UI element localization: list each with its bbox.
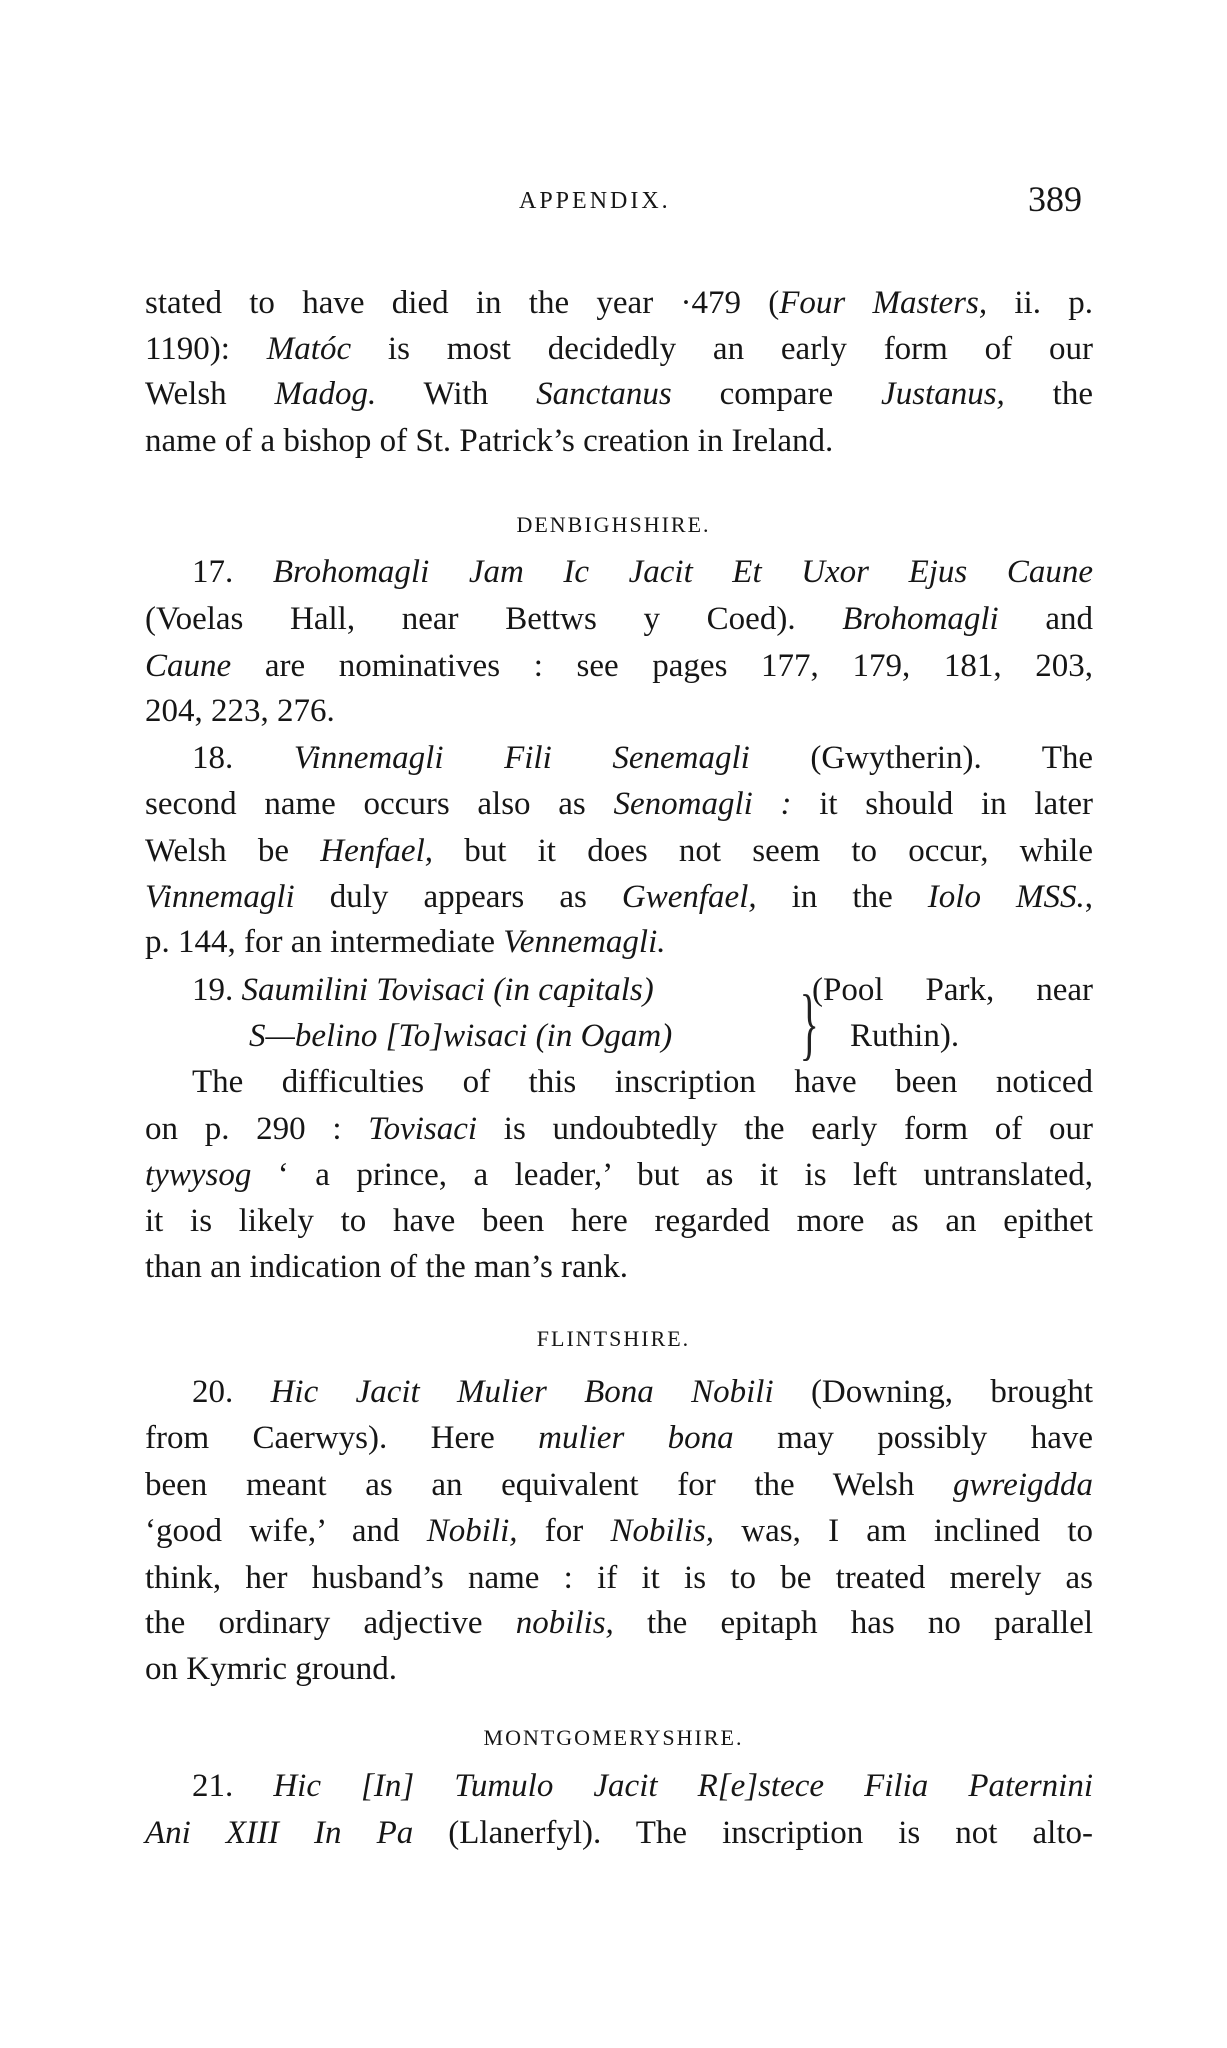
text-segment: (Gwytherin). The [749,740,1094,776]
location-line-1: (Pool Park, near [812,972,1093,1008]
text-line [145,1418,1093,1458]
italic-text: Vennemagli. [503,924,666,960]
italic-text: Matóc [266,331,352,367]
text-line [145,1247,1093,1287]
text-segment: compare [671,376,882,412]
text-segment: duly appears as [294,879,622,915]
text-segment: (Voelas Hall, near Bettws y Coed). [145,601,843,637]
text-segment: the epitaph has no parallel [613,1605,1094,1641]
text-segment: Welsh [145,376,275,412]
text-segment: it should in later [791,786,1094,822]
text-segment: p. 144, for an intermediate [145,924,504,960]
italic-text: Hic [In] Tumulo Jacit R[e]stece Filia Paternini [273,1768,1093,1804]
text-line [192,1766,1093,1806]
italic-text: Vinnemagli [145,879,295,915]
italic-text: Gwenfael, [621,879,757,915]
italic-text: tywysog [145,1157,252,1193]
text-line [145,784,1093,824]
text-segment: (Downing, brought [773,1374,1093,1410]
italic-text: Ani XIII In Pa [145,1815,414,1851]
italic-text: Sanctanus [536,376,672,412]
text-segment: 17. [192,554,273,590]
text-segment: think, her husband’s name : if it is to be treated merely as [145,1560,1093,1596]
text-line [192,1062,1093,1102]
text-line [145,283,1093,323]
text-segment: With [376,376,537,412]
text-segment: 1190): [145,331,267,367]
italic-text: Henfael, [320,833,433,869]
entry-19-line-1 [192,970,654,1010]
text-line [145,599,1093,639]
text-segment: on p. 290 : [145,1111,369,1147]
text-line [145,691,1093,731]
text-segment: been meant as an equivalent for the Welsh [145,1467,954,1503]
italic-text: Brohomagli [842,601,999,637]
text-segment: ‘ a prince, a leader,’ but as it is left untranslated, [251,1157,1093,1193]
text-segment: is undoubtedly the early form of our [477,1111,1094,1147]
italic-text: Madog. [274,376,377,412]
text-segment: the [1004,376,1093,412]
italic-text: Tovisaci [368,1111,478,1147]
text-segment: , [1084,879,1094,915]
text-segment: and [998,601,1093,637]
text-line [145,877,1093,917]
text-segment: ii. p. [987,285,1094,321]
text-line [145,421,1093,461]
text-segment: ‘good wife,’ and [145,1513,427,1549]
italic-text: Iolo MSS. [927,879,1085,915]
text-segment: than an indication of the man’s rank. [145,1249,628,1285]
text-segment: The difficulties of this inscription have been noticed [192,1064,1093,1100]
text-segment: is most decidedly an early form of our [351,331,1093,367]
text-line [145,831,1093,871]
text-line [145,1109,1093,1149]
text-line [145,1558,1093,1598]
text-segment: are nominatives : see pages 177, 179, 181, 203, [231,648,1093,684]
italic-text: mulier bona [538,1420,734,1456]
text-line [145,1813,1093,1853]
section-heading-denbighshire: DENBIGHSHIRE. [516,512,711,537]
text-segment: from Caerwys). Here [145,1420,539,1456]
italic-text: Hic Jacit Mulier Bona Nobili [270,1374,774,1410]
text-segment: Welsh be [145,833,321,869]
text-segment: but it does not seem to occur, while [433,833,1094,869]
text-line [145,1201,1093,1241]
text-segment: stated to have died in the year ·479 ( [145,285,780,321]
text-segment: 18. [192,740,294,776]
text-segment: was, I am inclined to [714,1513,1094,1549]
italic-text: gwreigdda [953,1467,1093,1503]
text-line [192,738,1093,778]
entry-number: 19. [192,972,242,1008]
italic-text: nobilis, [515,1605,614,1641]
text-segment: it is likely to have been here regarded more as an epithet [145,1203,1093,1239]
text-segment: 20. [192,1374,271,1410]
text-line [145,922,1093,962]
section-heading-flintshire: FLINTSHIRE. [536,1326,691,1351]
text-line [192,1372,1093,1412]
text-line [145,1603,1093,1643]
inscription-ogam: S—belino [To]wisaci (in Ogam) [249,1018,673,1054]
brace: } [799,980,819,1068]
italic-text: Justanus, [881,376,1005,412]
italic-text: Nobili, [426,1513,518,1549]
page-number: 389 [1028,179,1082,219]
text-segment: may possibly have [733,1420,1093,1456]
text-segment: second name occurs also as [145,786,614,822]
text-line [145,1465,1093,1505]
inscription-capitals: Saumilini Tovisaci (in capitals) [241,972,654,1008]
text-segment: name of a bishop of St. Patrick’s creation in Ireland. [145,423,834,459]
text-segment: (Llanerfyl). The inscription is not alto- [413,1815,1093,1851]
italic-text: Four Masters, [779,285,988,321]
italic-text: Caune [145,648,232,684]
text-line [145,1511,1093,1551]
italic-text: Vinnemagli Fili Senemagli [293,740,750,776]
text-segment: on Kymric ground. [145,1651,398,1687]
running-head: APPENDIX. [519,188,671,214]
text-line [145,374,1093,414]
text-line [145,1155,1093,1195]
text-segment: in the [756,879,928,915]
italic-text: Nobilis, [610,1513,715,1549]
location-line-2: Ruthin). [850,1018,960,1054]
text-segment: for [517,1513,611,1549]
text-segment: 21. [192,1768,274,1804]
text-segment: 204, 223, 276. [145,693,335,729]
text-line [145,646,1093,686]
italic-text: Senomagli : [613,786,792,822]
text-line [145,329,1093,369]
text-line [145,1649,1093,1689]
section-heading-montgomeryshire: MONTGOMERYSHIRE. [483,1725,744,1750]
text-line [192,552,1093,592]
italic-text: Brohomagli Jam Ic Jacit Et Uxor Ejus Caune [272,554,1093,590]
text-segment: the ordinary adjective [145,1605,516,1641]
